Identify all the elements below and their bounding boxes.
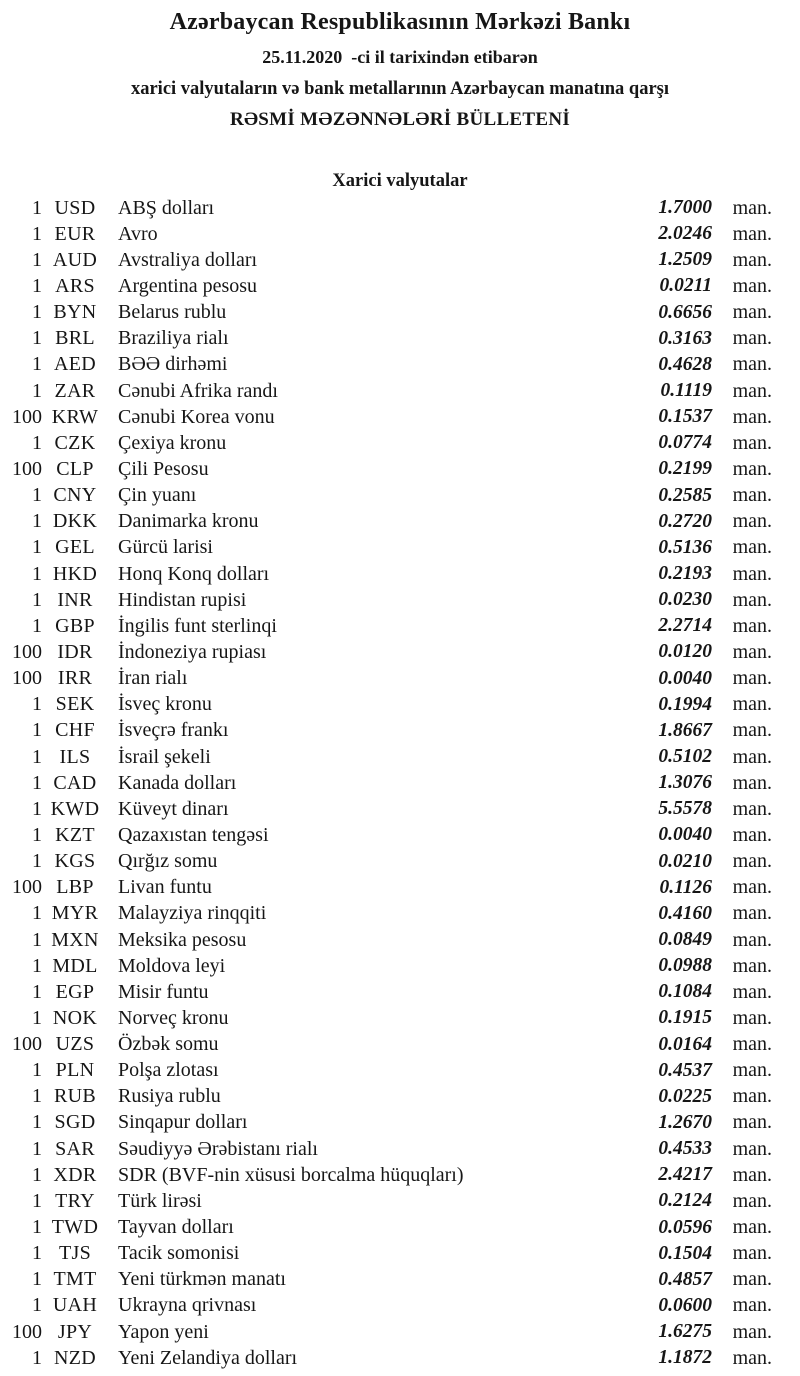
currency-row: [0, 430, 772, 456]
currency-row: [0, 1241, 772, 1267]
currency-unit-label: man.: [732, 693, 772, 716]
currency-rate: 0.1537: [658, 406, 712, 428]
currency-rate: 0.0230: [658, 589, 712, 611]
currency-name: İsveçrə frankı: [118, 719, 229, 742]
currency-quantity: 1: [32, 954, 42, 977]
currency-quantity: 1: [32, 510, 42, 533]
currency-row: [0, 979, 772, 1005]
currency-unit-label: man.: [732, 1137, 772, 1160]
currency-rate: 1.8667: [658, 719, 712, 741]
currency-name: Rusiya rublu: [118, 1085, 221, 1108]
currency-code: BYN: [53, 301, 97, 324]
currency-rate: 0.0210: [658, 850, 712, 872]
currency-rate: 0.0120: [658, 641, 712, 663]
currency-row: [0, 744, 772, 770]
currency-rate: 0.0225: [658, 1085, 712, 1107]
currency-code: GBP: [55, 614, 95, 637]
currency-code: NZD: [53, 1346, 96, 1369]
currency-code: XDR: [53, 1163, 97, 1186]
currency-row: [0, 1032, 772, 1058]
currency-name: Livan funtu: [118, 876, 212, 899]
currency-unit-label: man.: [732, 876, 772, 899]
currency-rate: 0.0596: [658, 1216, 712, 1238]
currency-quantity: 1: [32, 248, 42, 271]
currency-unit-label: man.: [732, 797, 772, 820]
currency-rate: 0.4533: [658, 1138, 712, 1160]
currency-row: [0, 692, 772, 718]
currency-quantity: 1: [32, 1268, 42, 1291]
currency-row: [0, 326, 772, 352]
currency-row: [0, 1293, 772, 1319]
currency-name: Çili Pesosu: [118, 457, 209, 480]
currency-name: SDR (BVF-nin xüsusi borcalma hüquqları): [118, 1163, 464, 1186]
currency-code: EGP: [55, 980, 95, 1003]
currency-code: CLP: [56, 457, 94, 480]
currency-code: EUR: [54, 222, 96, 245]
bulletin-title: RƏSMİ MƏZƏNNƏLƏRİ BÜLLETENİ: [229, 109, 571, 130]
currency-row: [0, 1267, 772, 1293]
currency-unit-label: man.: [732, 980, 772, 1003]
currency-code: ARS: [55, 274, 95, 297]
currency-unit-label: man.: [732, 1268, 772, 1291]
currency-code: ZAR: [54, 379, 96, 402]
currency-code: PLN: [55, 1059, 95, 1082]
currency-rate: 0.2199: [658, 458, 712, 480]
currency-name: Gürcü larisi: [118, 536, 213, 559]
currency-code: NOK: [52, 1006, 98, 1029]
currency-unit-label: man.: [732, 1242, 772, 1265]
currency-quantity: 1: [32, 222, 42, 245]
currency-row: [0, 1188, 772, 1214]
bank-title: Azərbaycan Respublikasının Mərkəzi Bankı: [169, 9, 631, 35]
currency-name: Avstraliya dolları: [118, 248, 258, 271]
currency-quantity: 1: [32, 301, 42, 324]
currency-quantity: 1: [32, 1006, 42, 1029]
currency-name: Ukrayna qrivnası: [118, 1294, 257, 1317]
currency-quantity: 1: [32, 980, 42, 1003]
currency-code: CHF: [55, 719, 95, 742]
currency-rate: 0.0040: [658, 667, 712, 689]
currency-rate: 2.4217: [658, 1164, 712, 1186]
currency-name: Polşa zlotası: [118, 1059, 219, 1082]
currency-row: [0, 953, 772, 979]
currency-quantity: 1: [32, 1346, 42, 1369]
currency-rate: 1.2670: [658, 1111, 712, 1133]
currency-unit-label: man.: [732, 1189, 772, 1212]
currency-code: CZK: [54, 431, 96, 454]
currency-rate: 0.1084: [658, 981, 712, 1003]
currency-unit-label: man.: [732, 902, 772, 925]
currency-unit-label: man.: [732, 327, 772, 350]
currency-quantity: 100: [12, 667, 42, 690]
currency-code: MDL: [52, 954, 98, 977]
currency-quantity: 1: [32, 745, 42, 768]
currency-row: [0, 796, 772, 822]
currency-unit-label: man.: [732, 301, 772, 324]
currency-rate: 0.6656: [658, 301, 712, 323]
currency-code: GEL: [55, 536, 95, 559]
currency-unit-label: man.: [732, 536, 772, 559]
currency-name: Yapon yeni: [118, 1320, 209, 1343]
currency-name: Çin yuanı: [118, 484, 197, 507]
currency-name: Özbək somu: [118, 1033, 219, 1056]
currency-name: Qazaxıstan tengəsi: [118, 823, 269, 846]
currency-quantity: 1: [32, 379, 42, 402]
currency-name: Çexiya kronu: [118, 431, 227, 454]
currency-row: [0, 1005, 772, 1031]
currency-quantity: 1: [32, 719, 42, 742]
currency-name: Misir funtu: [118, 980, 209, 1003]
currency-quantity: 1: [32, 797, 42, 820]
currency-quantity: 1: [32, 850, 42, 873]
currency-quantity: 1: [32, 928, 42, 951]
currency-name: Tacik somonisi: [118, 1242, 240, 1265]
currency-row: [0, 849, 772, 875]
currency-row: [0, 927, 772, 953]
currency-rate: 0.1119: [660, 380, 712, 402]
currency-quantity: 1: [32, 1294, 42, 1317]
currency-code: CNY: [53, 484, 97, 507]
currency-name: Malayziya rinqqiti: [118, 902, 267, 925]
currency-row: [0, 456, 772, 482]
currency-rate: 2.0246: [658, 223, 712, 245]
currency-unit-label: man.: [732, 1033, 772, 1056]
currency-rate: 2.2714: [658, 615, 712, 637]
currency-quantity: 1: [32, 327, 42, 350]
currency-quantity: 100: [12, 640, 42, 663]
currency-quantity: 1: [32, 484, 42, 507]
currency-rate: 0.2124: [658, 1190, 712, 1212]
currency-row: [0, 195, 772, 221]
currency-rate: 0.0600: [658, 1294, 712, 1316]
currency-name: Küveyt dinarı: [118, 797, 229, 820]
currency-rate: 0.0774: [658, 432, 712, 454]
exchange-rates-table: [0, 195, 800, 1371]
currency-unit-label: man.: [732, 248, 772, 271]
currency-unit-label: man.: [732, 484, 772, 507]
currency-row: [0, 875, 772, 901]
currency-quantity: 1: [32, 353, 42, 376]
currency-unit-label: man.: [732, 222, 772, 245]
currency-code: IRR: [57, 667, 93, 690]
currency-rate: 0.1126: [659, 876, 712, 898]
currency-unit-label: man.: [732, 588, 772, 611]
currency-quantity: 1: [32, 693, 42, 716]
currency-name: Hindistan rupisi: [118, 588, 247, 611]
currency-name: BƏƏ dirhəmi: [118, 353, 228, 376]
currency-unit-label: man.: [732, 771, 772, 794]
currency-name: Cənubi Korea vonu: [118, 405, 275, 428]
currency-code: AED: [53, 353, 96, 376]
currency-rate: 0.0988: [658, 955, 712, 977]
currency-quantity: 1: [32, 536, 42, 559]
currency-name: Kanada dolları: [118, 771, 237, 794]
currency-code: KRW: [51, 405, 99, 428]
currency-row: [0, 1110, 772, 1136]
currency-quantity: 100: [12, 405, 42, 428]
currency-row: [0, 822, 772, 848]
currency-rate: 0.0211: [659, 275, 712, 297]
currency-rate: 0.3163: [658, 327, 712, 349]
currency-unit-label: man.: [732, 274, 772, 297]
currency-code: MYR: [51, 902, 99, 925]
currency-quantity: 1: [32, 196, 42, 219]
currency-name: Meksika pesosu: [118, 928, 247, 951]
currency-unit-label: man.: [732, 1163, 772, 1186]
currency-row: [0, 378, 772, 404]
currency-unit-label: man.: [732, 353, 772, 376]
effective-date-line: [0, 45, 800, 70]
currency-name: Belarus rublu: [118, 301, 227, 324]
currency-quantity: 1: [32, 1242, 42, 1265]
currency-name: İngilis funt sterlinqi: [118, 614, 277, 637]
currency-rate: 1.7000: [658, 197, 712, 219]
currency-row: [0, 639, 772, 665]
currency-rate: 0.4628: [658, 353, 712, 375]
currency-row: [0, 300, 772, 326]
currency-name: İran rialı: [118, 667, 188, 690]
currency-unit-label: man.: [732, 196, 772, 219]
currency-row: [0, 535, 772, 561]
currency-quantity: 100: [12, 1320, 42, 1343]
currency-name: Yeni türkmən manatı: [118, 1268, 286, 1291]
currency-code: JPY: [57, 1320, 93, 1343]
currency-row: [0, 1058, 772, 1084]
currency-unit-label: man.: [732, 1294, 772, 1317]
currency-row: [0, 901, 772, 927]
currency-name: Argentina pesosu: [118, 274, 258, 297]
currency-code: SAR: [55, 1137, 95, 1160]
currency-unit-label: man.: [732, 562, 772, 585]
currency-rate: 1.2509: [658, 249, 712, 271]
currency-row: [0, 273, 772, 299]
currency-row: [0, 1084, 772, 1110]
currency-row: [0, 1345, 772, 1371]
currency-code: SGD: [54, 1111, 96, 1134]
currency-code: SEK: [55, 693, 95, 716]
currency-row: [0, 666, 772, 692]
currency-code: LBP: [56, 876, 94, 899]
currency-code: TRY: [55, 1189, 95, 1212]
currency-row: [0, 613, 772, 639]
currency-code: AUD: [52, 248, 98, 271]
currency-rate: 0.1994: [658, 693, 712, 715]
currency-rate: 0.0040: [658, 824, 712, 846]
currency-quantity: 1: [32, 1163, 42, 1186]
currency-row: [0, 404, 772, 430]
currency-quantity: 1: [32, 431, 42, 454]
currency-code: UAH: [52, 1294, 98, 1317]
currency-name: Tayvan dolları: [118, 1216, 234, 1239]
currency-code: DKK: [52, 510, 98, 533]
currency-unit-label: man.: [732, 379, 772, 402]
currency-unit-label: man.: [732, 1006, 772, 1029]
currency-name: ABŞ dolları: [118, 196, 215, 219]
currency-unit-label: man.: [732, 431, 772, 454]
currency-row: [0, 1136, 772, 1162]
currency-rate: 0.4537: [658, 1059, 712, 1081]
currency-code: TJS: [58, 1242, 92, 1265]
currency-code: UZS: [55, 1033, 95, 1056]
currency-name: Türk lirəsi: [118, 1189, 202, 1212]
currency-code: TWD: [51, 1216, 99, 1239]
currency-row: [0, 587, 772, 613]
currency-name: Honq Konq dolları: [118, 562, 270, 585]
currency-quantity: 1: [32, 1085, 42, 1108]
currency-rate: 0.2193: [658, 563, 712, 585]
currency-row: [0, 1319, 772, 1345]
currency-quantity: 1: [32, 562, 42, 585]
effective-date: 25.11.2020: [262, 47, 343, 67]
currency-rate: 0.4857: [658, 1268, 712, 1290]
currency-rate: 5.5578: [658, 798, 712, 820]
bulletin-subtitle: xarici valyutaların və bank metallarının Azərbaycan manatına qarşı: [130, 79, 670, 99]
currency-name: Qırğız somu: [118, 850, 218, 873]
currency-row: [0, 483, 772, 509]
currency-rate: 0.4160: [658, 902, 712, 924]
currency-quantity: 1: [32, 1137, 42, 1160]
currency-rate: 0.2720: [658, 510, 712, 532]
currency-rate: 0.0849: [658, 929, 712, 950]
currency-rate: 0.1915: [658, 1007, 712, 1029]
currency-name: Yeni Zelandiya dolları: [118, 1346, 298, 1369]
currency-unit-label: man.: [732, 640, 772, 663]
currency-code: TMT: [53, 1268, 97, 1291]
currency-unit-label: man.: [732, 1346, 772, 1369]
currency-code: USD: [54, 196, 96, 219]
currency-quantity: 1: [32, 1189, 42, 1212]
currency-quantity: 1: [32, 771, 42, 794]
currency-rate: 0.5136: [658, 536, 712, 558]
effective-date-suffix: -ci il tarixindən etibarən: [351, 47, 538, 67]
currency-unit-label: man.: [732, 823, 772, 846]
currency-quantity: 100: [12, 457, 42, 480]
currency-rate: 0.2585: [658, 484, 712, 506]
currency-name: İsrail şekeli: [118, 745, 211, 768]
currency-unit-label: man.: [732, 1059, 772, 1082]
currency-rate: 1.6275: [658, 1321, 712, 1343]
currency-quantity: 1: [32, 1216, 42, 1239]
currency-code: KZT: [55, 823, 95, 846]
currency-unit-label: man.: [732, 1320, 772, 1343]
currency-unit-label: man.: [732, 850, 772, 873]
currency-rate: 0.1504: [658, 1242, 712, 1264]
currency-rate: 1.1872: [658, 1347, 712, 1369]
currency-code: CAD: [53, 771, 97, 794]
currency-unit-label: man.: [732, 457, 772, 480]
currency-name: Danimarka kronu: [118, 510, 259, 533]
currency-unit-label: man.: [732, 510, 772, 533]
currency-row: [0, 770, 772, 796]
currency-quantity: 1: [32, 823, 42, 846]
currency-row: [0, 221, 772, 247]
currency-name: İsveç kronu: [118, 693, 212, 716]
currency-name: Səudiyyə Ərəbistanı rialı: [118, 1137, 318, 1160]
currency-rate: 0.5102: [658, 746, 712, 768]
currency-quantity: 1: [32, 614, 42, 637]
currency-unit-label: man.: [732, 745, 772, 768]
currency-rate: 0.0164: [658, 1033, 712, 1055]
currency-rate: 1.3076: [658, 772, 712, 794]
currency-code: KWD: [50, 797, 100, 820]
bulletin-header: [0, 0, 800, 133]
currency-unit-label: man.: [732, 1085, 772, 1108]
currency-code: INR: [57, 588, 93, 611]
currency-row: [0, 1162, 772, 1188]
currency-name: Norveç kronu: [118, 1006, 229, 1029]
currency-quantity: 1: [32, 1111, 42, 1134]
currency-name: Cənubi Afrika randı: [118, 379, 278, 402]
currency-name: Moldova leyi: [118, 954, 226, 977]
currency-row: [0, 509, 772, 535]
currency-quantity: 1: [32, 1059, 42, 1082]
currency-quantity: 1: [32, 902, 42, 925]
currency-quantity: 100: [12, 1033, 42, 1056]
currency-row: [0, 1214, 772, 1240]
currency-unit-label: man.: [732, 405, 772, 428]
currency-code: HKD: [52, 562, 98, 585]
currency-code: MXN: [51, 928, 99, 951]
currency-name: İndoneziya rupiası: [118, 640, 267, 663]
currency-code: ILS: [59, 745, 91, 768]
currency-unit-label: man.: [732, 614, 772, 637]
currency-code: BRL: [55, 327, 95, 350]
section-title-foreign-currencies: Xarici valyutalar: [332, 171, 468, 191]
currency-code: KGS: [54, 850, 96, 873]
currency-row: [0, 352, 772, 378]
currency-code: RUB: [53, 1085, 97, 1108]
currency-unit-label: man.: [732, 719, 772, 742]
currency-quantity: 100: [12, 876, 42, 899]
currency-quantity: 1: [32, 274, 42, 297]
currency-unit-label: man.: [732, 954, 772, 977]
currency-row: [0, 561, 772, 587]
currency-code: IDR: [57, 640, 93, 663]
currency-name: Avro: [118, 222, 158, 245]
currency-quantity: 1: [32, 588, 42, 611]
currency-row: [0, 718, 772, 744]
currency-name: Braziliya rialı: [118, 327, 229, 350]
currency-unit-label: man.: [732, 667, 772, 690]
currency-name: Sinqapur dolları: [118, 1111, 248, 1134]
currency-unit-label: man.: [732, 928, 772, 951]
currency-unit-label: man.: [732, 1216, 772, 1239]
currency-row: [0, 247, 772, 273]
currency-unit-label: man.: [732, 1111, 772, 1134]
